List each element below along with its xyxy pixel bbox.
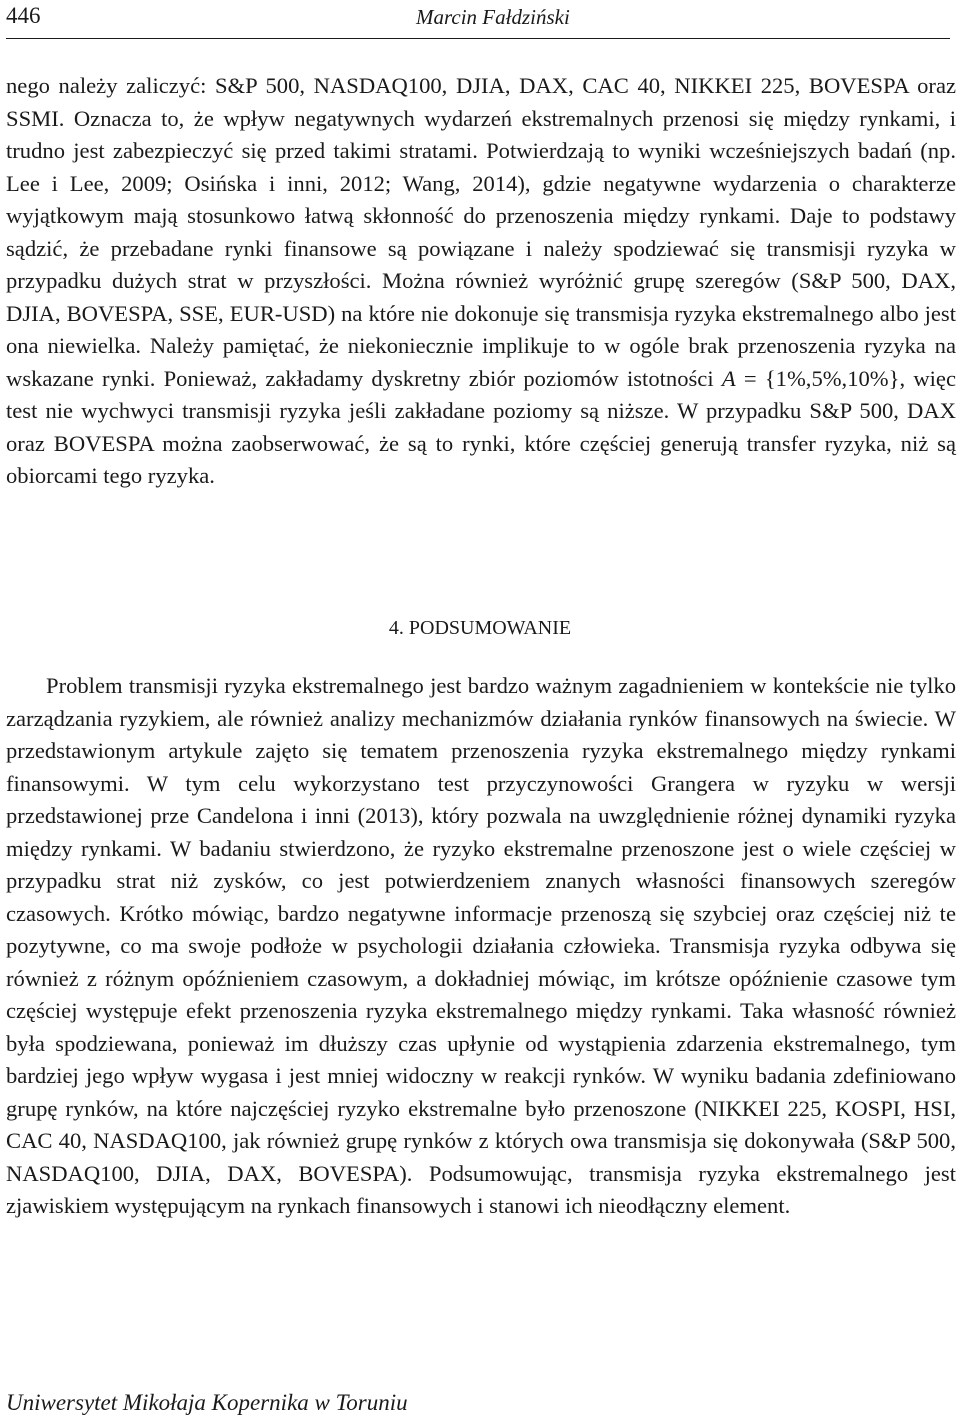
- body-paragraph-2: Problem transmisji ryzyka ekstremalnego jest bardzo ważnym zagadnieniem w kontekście nie tylko zarządzania ryzykiem, ale również analizy mechanizmów działania rynków finansowych na świecie. W przedstawionym artykule zajęto się tematem przenoszenia ryzyka ekstremalnego między rynkami finansowymi. W tym celu wykorzystano test przyczynowości Grangera w ryzyku w wersji przedstawionej prze Candelona i inni (2013), który pozwala na uwzględnienie różnej dynamiki ryzyka między rynkami. W badaniu stwierdzono, że ryzyko ekstremalne przenoszone jest o wiele częściej w przypadku strat niż zysków, co jest potwierdzeniem znanych własności finansowych szeregów czasowych. Krótko mówiąc, bardzo negatywne informacje przenoszą się szybciej oraz częściej niż te pozytywne, co ma swoje podłoże w psychologii działania człowieka. Transmisja ryzyka odbywa się również z różnym opóźnieniem czasowym, a dokładniej mówiąc, im krótsze opóźnienie czasowe tym częściej występuje efekt przenoszenia ryzyka ekstremalnego między rynkami. Taka własność również była spodziewana, ponieważ im dłuższy czas upłynie od wystąpienia zdarzenia ekstremalnego, tym bardziej jego wpływ wygasa i jest mniej widoczny w reakcji rynków. W wyniku badania zdefiniowano grupę rynków, na które najczęściej ryzyko ekstremalne było przenoszone (NIKKEI 225, KOSPI, HSI, CAC 40, NASDAQ100, jak również grupę rynków z których owa transmisja się dokonywała (S&P 500, NASDAQ100, DJIA, DAX, BOVESPA). Podsumowując, transmisja ryzyka ekstremalnego jest zjawiskiem występującym na rynkach finansowych i stanowi ich nieodłączny element.: [6, 673, 956, 1218]
- page-header: [6, 0, 950, 39]
- paragraph-1-text-b: = {1%,5%,10%}, więc test nie wychwyci transmisji ryzyka jeśli zakładane poziomy są niższe. W przypadku S&P 500, DAX oraz BOVESPA można zaobserwować, że są to rynki, które częściej generują transfer ryzyka, niż są obiorcami tego ryzyka.: [6, 365, 956, 488]
- body-paragraph-1: [6, 70, 956, 493]
- page-number: 446: [6, 3, 41, 28]
- section-heading: 4. PODSUMOWANIE: [388, 617, 572, 639]
- significance-set-variable: A: [721, 365, 736, 391]
- paragraph-1-text-a: nego należy zaliczyć: S&P 500, NASDAQ100, DJIA, DAX, CAC 40, NIKKEI 225, BOVESPA oraz SSMI. Oznacza to, że wpływ negatywnych wydarzeń ekstremalnych przenosi się między rynkami, i trudno jest zabezpieczyć się przed takimi stratami. Potwierdzają to wyniki wcześniejszych badań (np. Lee i Lee, 2009; Osińska i inni, 2012; Wang, 2014), gdzie negatywne wydarzenia o charakterze wyjątkowym mają stosunkowo łatwą skłonność do przenoszenia między rynkami. Daje to podstawy sądzić, że przebadane rynki finansowe są powiązane i należy spodziewać się transmisji ryzyka w przypadku dużych strat w przyszłości. Można również wyróżnić grupę szeregów (S&P 500, DAX, DJIA, BOVESPA, SSE, EUR-USD) na które nie dokonuje się transmisja ryzyka ekstremalnego albo jest ona niewielka. Należy pamiętać, że niekoniecznie implikuje to w ogóle brak przenoszenia ryzyka na wskazane rynki. Ponieważ, zakładamy dyskretny zbiór poziomów istotności: [6, 73, 956, 391]
- running-head-author: Marcin Fałdziński: [416, 5, 570, 29]
- author-affiliation: Uniwersytet Mikołaja Kopernika w Toruniu: [6, 1390, 408, 1415]
